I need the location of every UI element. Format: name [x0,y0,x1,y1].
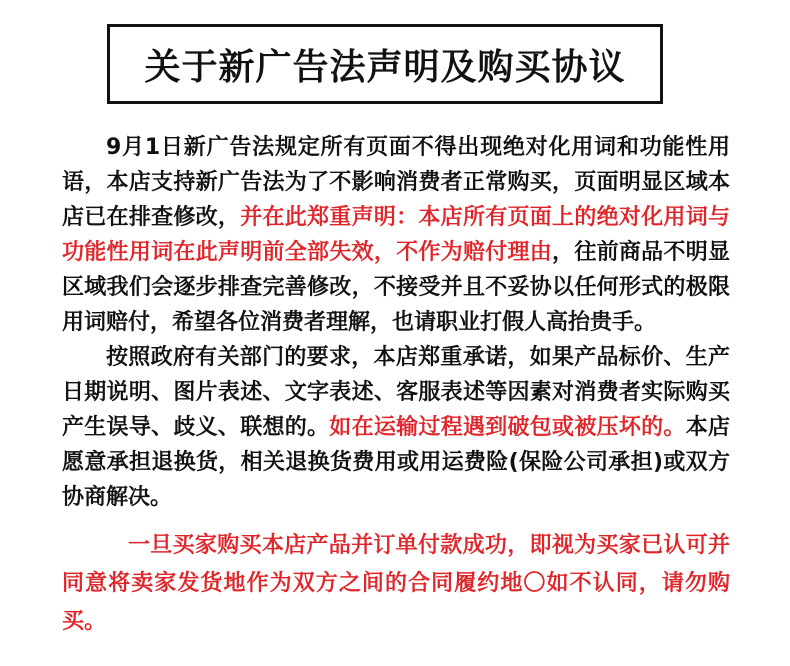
paragraph2-text-a: 按照政府有关部门的要求，本店郑重承诺，如果产品标价、生产日期说明、图片表述、文字表述、客服表述等因素对消费者实际购买产生误导、歧义、联想的。 [62,345,730,440]
paragraph-government-commitment [62,340,730,515]
purchase-agreement-notice [62,527,730,641]
paragraph-advertising-law [62,130,730,340]
paragraph1-red-declaration: 并在此郑重声明：本店所有页面上的绝对化用词与功能性用词在此声明前全部失效，不作为赔付理由 [62,205,730,265]
title-box [107,24,663,104]
paragraph1-text-a: 9月1日新广告法规定所有页面不得出现绝对化用词和功能性用语，本店支持新广告法为了不影响消费者正常购买，页面明显区域本店已在排查修改， [62,135,730,230]
page-title: 关于新广告法声明及购买协议 [144,46,626,88]
paragraph2-text-b: 本店愿意承担退换货，相关退换货费用或用运费险(保险公司承担)或双方协商解决。 [62,415,730,510]
statement-body [62,130,730,515]
paragraph1-text-b: ，往前商品不明显区域我们会逐步排查完善修改，不接受并且不妥协以任何形式的极限用词赔付，希望各位消费者理解，也请职业打假人高抬贵手。 [62,240,730,335]
paragraph2-red-damage: 如在运输过程遇到破包或被压坏的。 [329,415,686,440]
notice-text: 一旦买家购买本店产品并订单付款成功，即视为买家已认可并同意将卖家发货地作为双方之间的合同履约地〇如不认同，请勿购买。 [62,533,730,634]
